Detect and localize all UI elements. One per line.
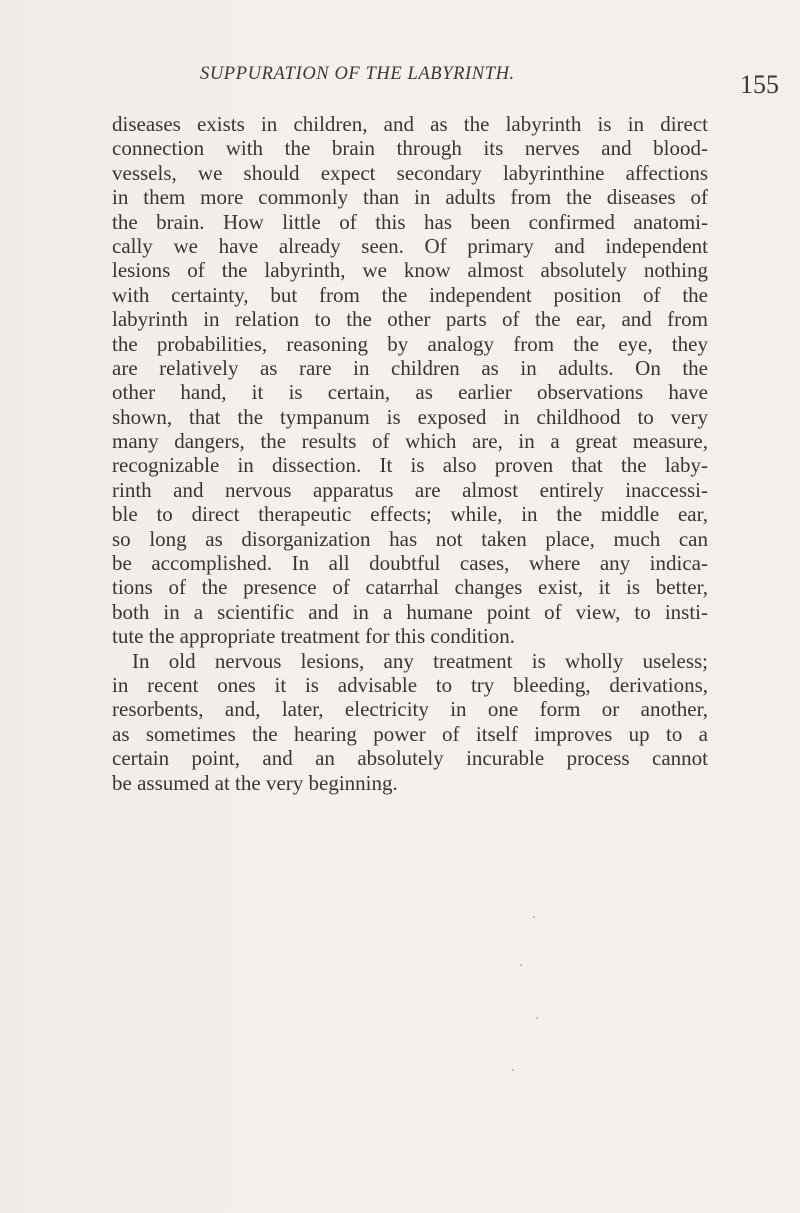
text-line-10: the probabilities, reasoning by analogy from the eye, they [112,331,708,356]
text-line-17: ble to direct therapeutic effects; while, in the middle ear, [112,502,708,527]
text-line-18: so long as disorganization has not taken place, much can [112,526,708,551]
text-line-8: with certainty, but from the independent position of the [112,282,708,307]
text-line-11: are relatively as rare in children as in adults. On the [112,355,708,380]
text-line-25: resorbents, and, later, electricity in one form or another, [112,697,708,722]
text-line-22: tute the appropriate treatment for this condition. [112,624,515,649]
paper-speck [520,964,522,966]
text-line-6: cally we have already seen. Of primary and independent [112,233,708,258]
text-line-5: the brain. How little of this has been confirmed anatomi- [112,209,708,234]
text-line-21: both in a scientific and in a humane point of view, to insti- [112,599,708,624]
text-line-9: labyrinth in relation to the other parts of the ear, and from [112,307,708,332]
text-line-14: many dangers, the results of which are, in a great measure, [112,429,708,454]
text-line-3: vessels, we should expect secondary labyrinthine affections [112,160,708,185]
paper-speck [512,1069,514,1071]
text-line-2: connection with the brain through its nerves and blood- [112,136,708,161]
text-line-13: shown, that the tympanum is exposed in childhood to very [112,404,708,429]
paper-speck [536,1017,538,1019]
page-number: 155 [740,70,779,99]
text-line-4: in them more commonly than in adults from the diseases of [112,185,708,210]
text-line-1: diseases exists in children, and as the labyrinth is in direct [112,112,708,136]
text-line-20: tions of the presence of catarrhal changes exist, it is better, [112,575,708,600]
body-text [112,112,708,795]
text-line-28: be assumed at the very beginning. [112,770,398,795]
text-line-16: rinth and nervous apparatus are almost entirely inaccessi- [112,477,708,502]
running-head: SUPPURATION OF THE LABYRINTH. [200,64,515,84]
text-line-19: be accomplished. In all doubtful cases, where any indica- [112,551,708,576]
text-line-15: recognizable in dissection. It is also proven that the laby- [112,453,708,478]
text-line-26: as sometimes the hearing power of itself improves up to a [112,721,708,746]
text-line-24: in recent ones it is advisable to try bleeding, derivations, [112,672,708,697]
text-line-23: In old nervous lesions, any treatment is wholly useless; [132,648,708,673]
paper-speck [533,916,535,918]
text-line-7: lesions of the labyrinth, we know almost absolutely nothing [112,258,708,283]
text-line-27: certain point, and an absolutely incurable process cannot [112,746,708,771]
text-line-12: other hand, it is certain, as earlier observations have [112,380,708,405]
